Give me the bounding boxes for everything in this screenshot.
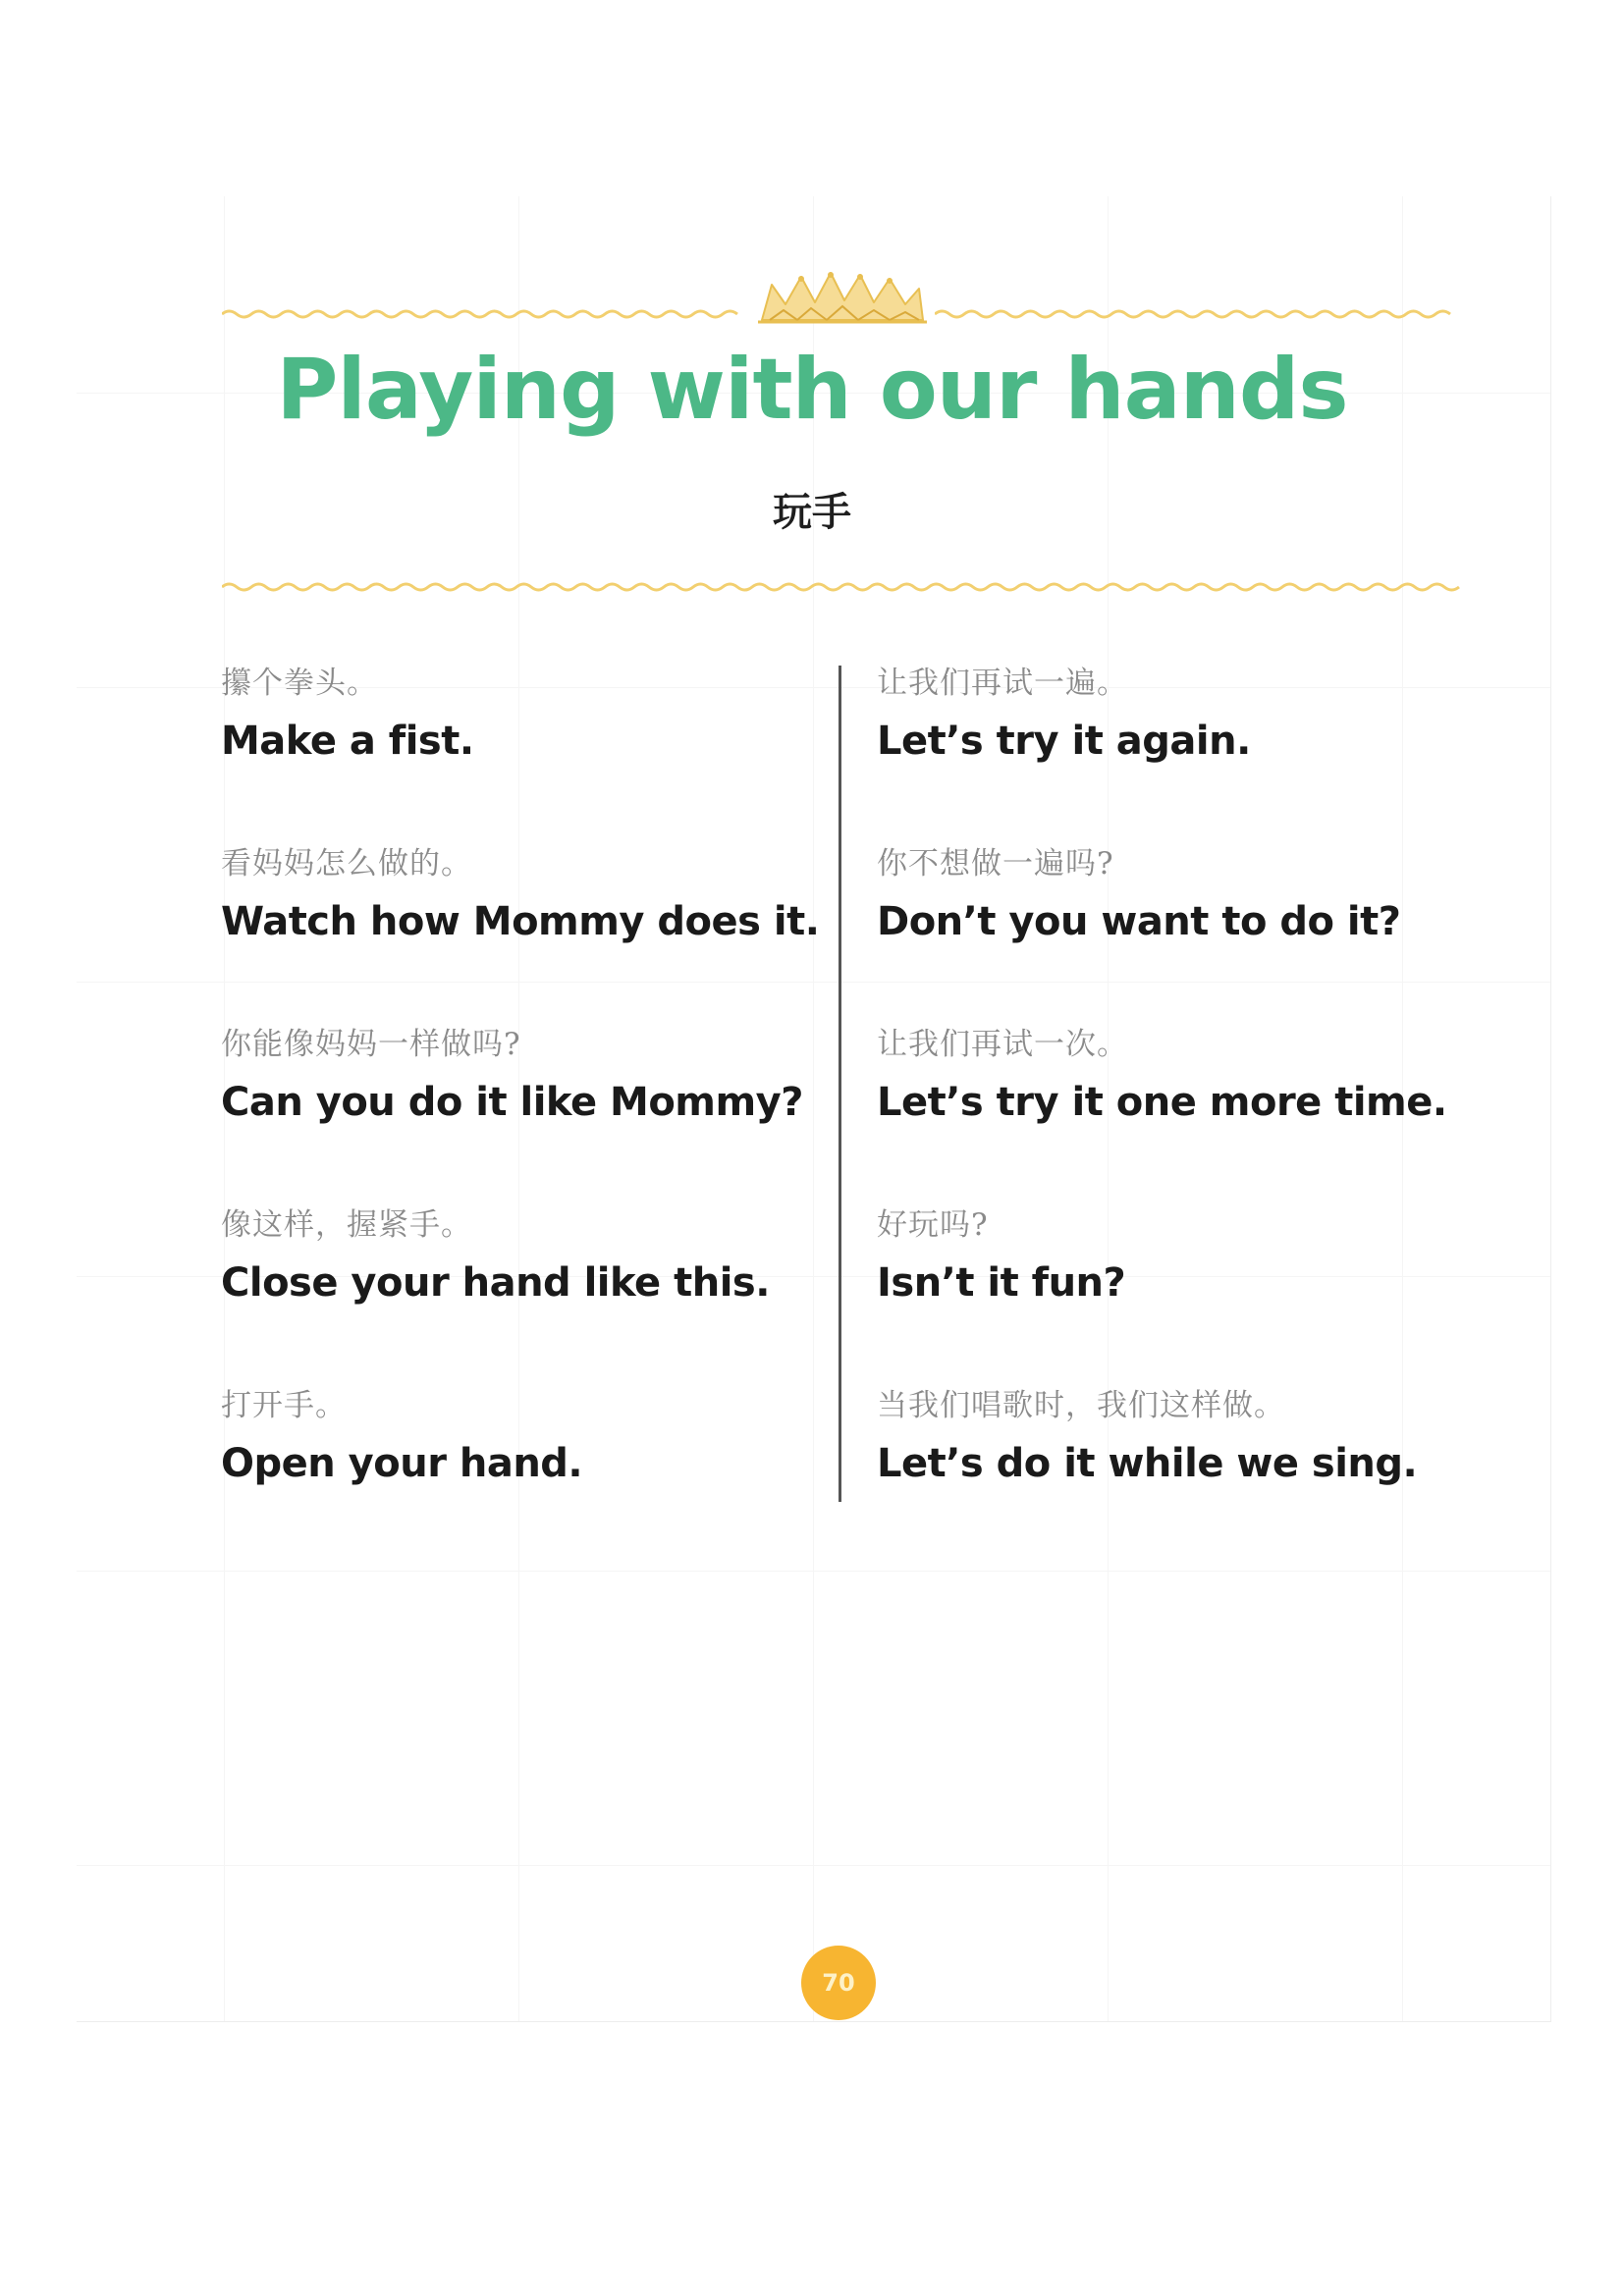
phrase-english: Open your hand.	[221, 1441, 583, 1486]
top-right-wave-decoration	[935, 306, 1460, 322]
phrase-item	[877, 1382, 1505, 1563]
phrase-english: Isn’t it fun?	[877, 1260, 1126, 1306]
phrase-item	[877, 1201, 1505, 1382]
phrase-english: Don’t you want to do it?	[877, 899, 1401, 944]
crown-icon	[758, 271, 927, 326]
phrase-chinese: 打开手。	[221, 1388, 347, 1423]
phrase-english: Let’s try it again.	[877, 719, 1251, 764]
phrase-english: Close your hand like this.	[221, 1260, 770, 1306]
phrase-chinese: 像这样，握紧手。	[221, 1207, 472, 1243]
left-phrase-column	[221, 660, 849, 1563]
phrase-item	[221, 1021, 849, 1201]
phrase-item	[221, 1382, 849, 1563]
phrase-chinese: 让我们再试一遍。	[877, 666, 1128, 701]
phrase-item	[221, 840, 849, 1021]
phrase-chinese: 你能像妈妈一样做吗?	[221, 1027, 521, 1062]
phrase-item	[877, 660, 1505, 840]
heading-bottom-wave-decoration	[222, 579, 1461, 595]
phrase-chinese: 让我们再试一次。	[877, 1027, 1128, 1062]
phrase-item	[877, 840, 1505, 1021]
page-title: Playing with our hands	[276, 341, 1348, 439]
phrase-item	[221, 1201, 849, 1382]
phrase-english: Make a fist.	[221, 719, 474, 764]
phrase-chinese: 你不想做一遍吗?	[877, 846, 1114, 881]
grid-line	[77, 1865, 1550, 1866]
grid-line	[77, 1571, 1550, 1572]
phrase-english: Can you do it like Mommy?	[221, 1080, 803, 1125]
phrase-chinese: 当我们唱歌时，我们这样做。	[877, 1388, 1285, 1423]
phrase-chinese: 攥个拳头。	[221, 666, 378, 701]
page-number-badge: 70	[801, 1946, 876, 2020]
phrase-english: Let’s try it one more time.	[877, 1080, 1447, 1125]
phrase-chinese: 好玩吗?	[877, 1207, 989, 1243]
right-phrase-column	[877, 660, 1505, 1563]
phrase-item	[221, 660, 849, 840]
phrase-chinese: 看妈妈怎么做的。	[221, 846, 472, 881]
page-subtitle: 玩手	[773, 490, 851, 535]
phrase-item	[877, 1021, 1505, 1201]
top-left-wave-decoration	[222, 306, 742, 322]
phrase-english: Let’s do it while we sing.	[877, 1441, 1418, 1486]
phrase-english: Watch how Mommy does it.	[221, 899, 820, 944]
